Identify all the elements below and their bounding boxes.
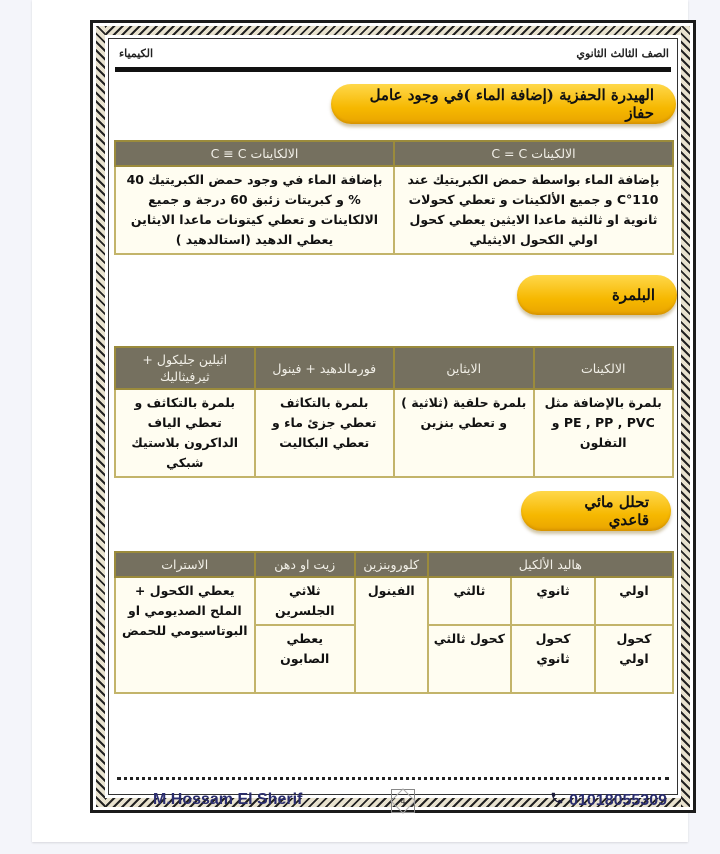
cell-esters-product: يعطي الكحول + الملح الصديومي او البوتاسيومي للحمض bbox=[115, 577, 255, 693]
header-alkyl-halide: هاليد الألكيل bbox=[428, 552, 673, 577]
cell-phenol: الفينول bbox=[355, 577, 428, 693]
page bbox=[32, 0, 688, 842]
phone-contact bbox=[550, 791, 667, 810]
cell-bakelite: بلمرة بالتكاثف تعطي جزئ ماء و تعطي البكاليت bbox=[255, 389, 395, 477]
section-title-polymerization bbox=[517, 275, 677, 315]
section-title-text: الهيدرة الحفزية (إضافة الماء )في وجود عامل حفاز bbox=[369, 86, 654, 122]
phone-icon bbox=[550, 791, 564, 810]
cell-dacron: بلمرة بالتكاثف و تعطي الياف الداكرون بلاستيك شبكي bbox=[115, 389, 255, 477]
author-name: M.Hossam El Sherif bbox=[153, 791, 303, 808]
cell-soap: يعطي الصابون bbox=[255, 625, 355, 693]
section-title-hydrolysis bbox=[521, 491, 671, 531]
page-number bbox=[391, 789, 415, 813]
cell-alkynes-hydration: بإضافة الماء في وجود حمض الكبريتيك 40 % و كبريتات زئبق 60 درجة و جميع الالكاينات و تعطي كيتونات ماعدا الايثاين يعطي الدهيد (استالدهيد ) bbox=[115, 166, 394, 254]
hydrolysis-table bbox=[114, 551, 674, 694]
polymerization-table bbox=[114, 346, 674, 478]
subject-label: الكيمياء bbox=[119, 47, 154, 60]
section-title-hydration bbox=[331, 84, 676, 124]
border-wave-right bbox=[681, 26, 690, 807]
cell-primary: اولي bbox=[595, 577, 673, 625]
phone-number: 01018055309 bbox=[569, 791, 667, 809]
header-chlorobenzene: كلوروبنزين bbox=[355, 552, 428, 577]
cell-secondary: ثانوي bbox=[511, 577, 595, 625]
cell-addition-polymerization: بلمرة بالإضافة مثل PE , PP , PVC و التفلون bbox=[534, 389, 674, 477]
header-ethyne: الايثاين bbox=[394, 347, 534, 389]
cell-secondary-alcohol: كحول ثانوي bbox=[511, 625, 595, 693]
border-wave-top bbox=[96, 26, 690, 35]
header-oil-fat: زيت او دهن bbox=[255, 552, 355, 577]
header-esters: الاسترات bbox=[115, 552, 255, 577]
header-rule bbox=[115, 67, 671, 72]
section-title-text: تحلل مائي قاعدي bbox=[584, 493, 649, 529]
cell-tertiary-alcohol: كحول ثالثي bbox=[428, 625, 512, 693]
cell-alkenes-hydration: بإضافة الماء بواسطة حمض الكبريتيك عند 110°C و جميع الألكينات و تعطي كحولات ثانوية او ثالثية ماعدا الايثين يعطي كحول اولي الكحول الايثيلي bbox=[394, 166, 673, 254]
grade-label: الصف الثالث الثانوي bbox=[576, 47, 669, 60]
header-alkenes: الالكينات bbox=[534, 347, 674, 389]
decorative-frame bbox=[90, 20, 696, 813]
cell-tertiary: ثالثي bbox=[428, 577, 512, 625]
header-alkenes: الالكينات C = C bbox=[394, 141, 673, 166]
page-number-text: 4 bbox=[400, 796, 406, 806]
header-ethylene-glycol: اثيلين جليكول + ثيرفيثاليك bbox=[115, 347, 255, 389]
border-wave-left bbox=[96, 26, 105, 807]
cell-primary-alcohol: كحول اولي bbox=[595, 625, 673, 693]
hydration-table bbox=[114, 140, 674, 255]
header-formaldehyde-phenol: فورمالدهيد + فينول bbox=[255, 347, 395, 389]
section-title-text: البلمرة bbox=[611, 286, 655, 304]
footer-divider bbox=[117, 777, 669, 780]
page-header bbox=[109, 43, 677, 65]
cell-cyclic-polymerization: بلمرة حلقية (ثلاثية ) و تعطي بنزين bbox=[394, 389, 534, 477]
header-alkynes: الالكاينات C ≡ C bbox=[115, 141, 394, 166]
cell-triglyceride: ثلاثي الجلسرين bbox=[255, 577, 355, 625]
content-area bbox=[108, 38, 678, 809]
